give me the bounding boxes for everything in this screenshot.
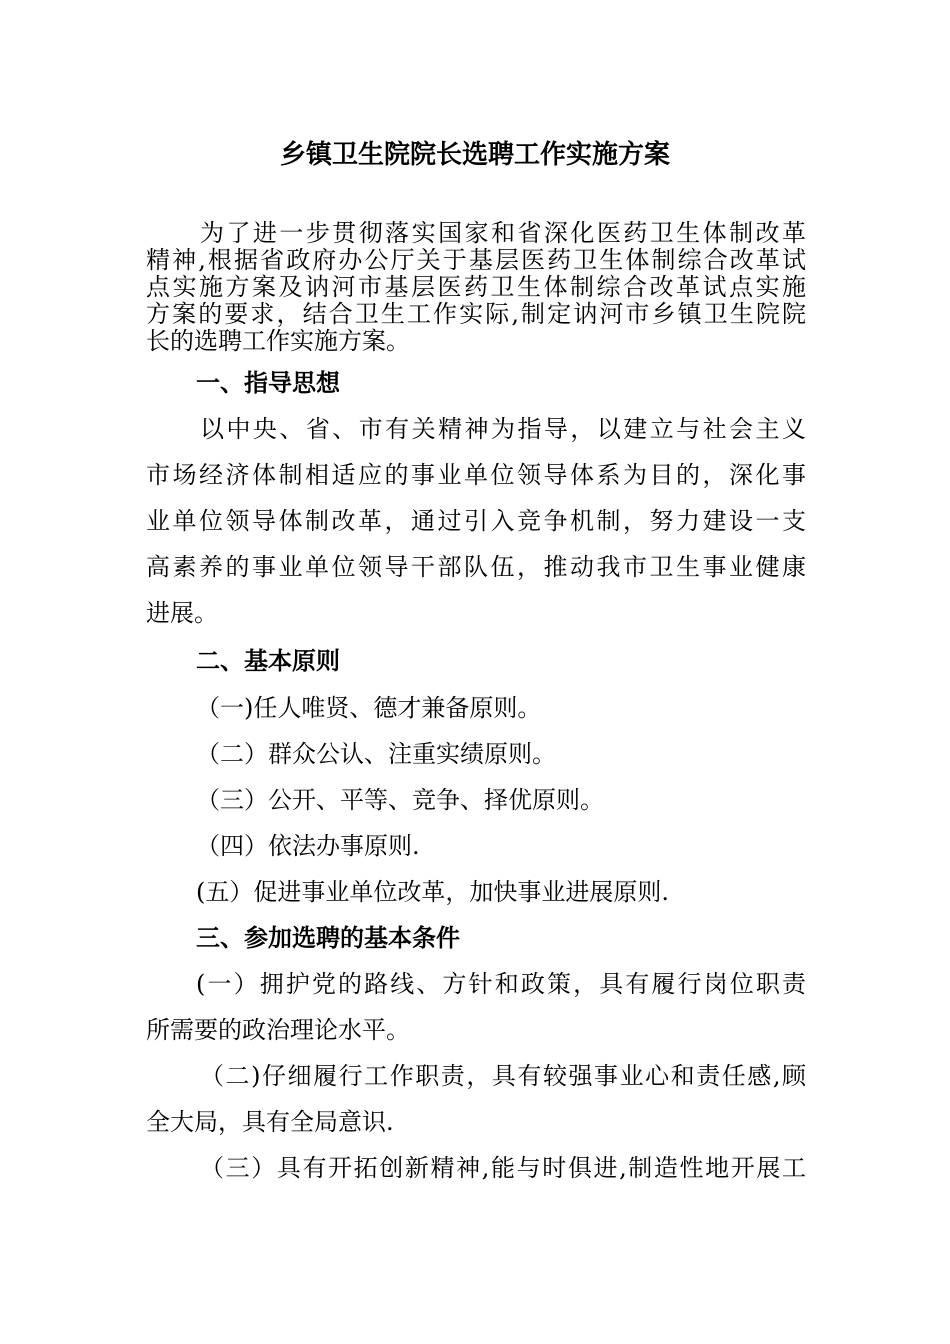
section3-line-5: （三）具有开拓创新精神,能与时俱进,制造性地开展工	[200, 1154, 806, 1182]
principle-item-3: （三）公开、平等、竞争、择优原则。	[196, 786, 604, 814]
principle-item-2: （二）群众公认、注重实绩原则。	[196, 740, 556, 768]
section1-line-4: 高素养的事业单位领导干部队伍，推动我市卫生事业健康	[146, 553, 806, 581]
section3-line-1: (一）拥护党的路线、方针和政策，具有履行岗位职责	[196, 970, 806, 998]
intro-line-5: 长的选聘工作实施方案。	[146, 327, 410, 355]
section-heading-basic-conditions: 三、参加选聘的基本条件	[196, 923, 460, 952]
principle-item-5: (五）促进事业单位改革，加快事业进展原则.	[196, 878, 669, 906]
section-heading-guiding-ideology: 一、指导思想	[196, 368, 340, 397]
section1-line-5: 进展。	[146, 599, 218, 627]
section3-line-4: 全大局，具有全局意识.	[146, 1108, 394, 1136]
intro-line-2: 精神,根据省政府办公厅关于基层医药卫生体制综合改革试	[146, 246, 806, 274]
principle-item-4: （四）依法办事原则.	[196, 832, 420, 860]
intro-line-4: 方案的要求，结合卫生工作实际,制定讷河市乡镇卫生院院	[146, 300, 806, 328]
document-title: 乡镇卫生院院长选聘工作实施方案	[279, 140, 670, 170]
section3-line-2: 所需要的政治理论水平。	[146, 1016, 410, 1044]
principle-item-1: （一)任人唯贤、德才兼备原则。	[196, 694, 542, 722]
section1-line-2: 市场经济体制相适应的事业单位领导体系为目的，深化事	[146, 461, 806, 489]
section3-line-3: （二)仔细履行工作职责，具有较强事业心和责任感,顾	[200, 1062, 806, 1090]
section1-line-3: 业单位领导体制改革，通过引入竞争机制，努力建设一支	[146, 507, 806, 535]
intro-line-3: 点实施方案及讷河市基层医药卫生体制综合改革试点实施	[146, 273, 806, 301]
section-heading-basic-principles: 二、基本原则	[196, 646, 340, 675]
section1-line-1: 以中央、省、市有关精神为指导，以建立与社会主义	[200, 415, 806, 443]
intro-line-1: 为了进一步贯彻落实国家和省深化医药卫生体制改革	[200, 219, 806, 247]
